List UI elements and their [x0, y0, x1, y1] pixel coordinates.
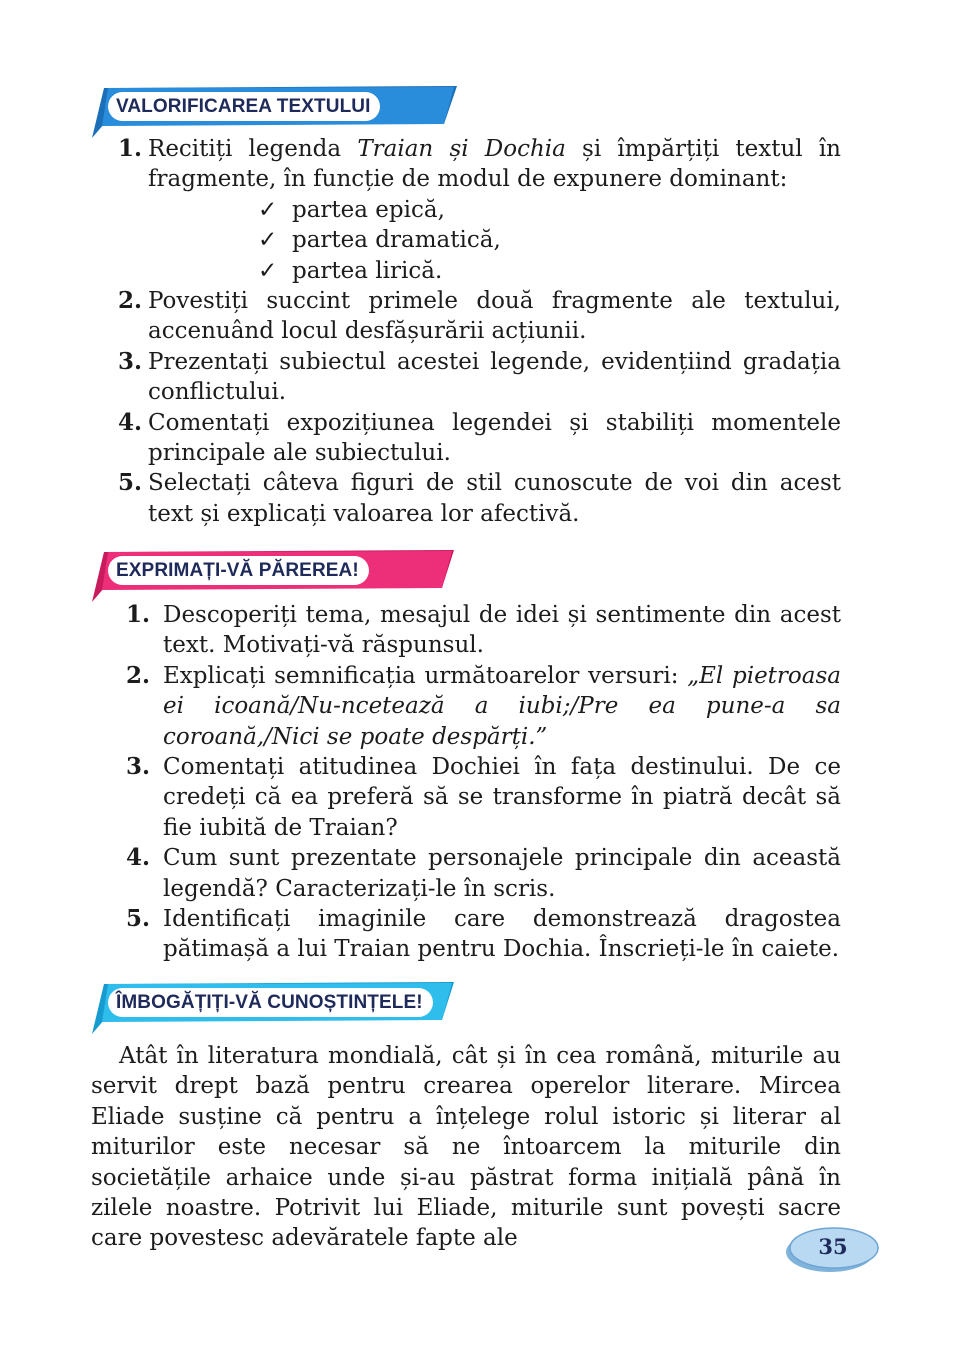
- item-text: Explicați semnificația următoarelor versuri:: [163, 662, 688, 689]
- section-banner-valorificarea: [92, 86, 457, 140]
- page-number-badge: [786, 1222, 880, 1274]
- item-text: și împărțiți textul în fragmente, în funcție de modul de expunere dominant:: [148, 136, 841, 193]
- checklist-item: ✓ partea epică,: [258, 195, 841, 225]
- list-item: [118, 134, 841, 286]
- list-item: [126, 661, 841, 752]
- check-mark-icon: ✓: [258, 227, 278, 254]
- item-text: Recitiți legenda: [148, 136, 358, 162]
- list-item: [118, 286, 841, 347]
- item-number: 4.: [126, 844, 151, 872]
- item-text: Comentați atitudinea Dochiei în fața destinului. De ce credeți că ea preferă să se transforme în piatră decât să fie iubită de Traian?: [163, 754, 841, 841]
- list-item: [118, 408, 841, 469]
- check-mark-icon: ✓: [258, 257, 278, 284]
- exprimati-list: [126, 600, 841, 965]
- item-italic: „El pietroasa ei icoană/Nu-ncetează a iubi;/Pre ea pune-a sa coroană,/Nici se poate despărți.”: [163, 662, 841, 750]
- item-number: 5.: [118, 469, 143, 497]
- item-text: Cum sunt prezentate personajele principale din această legendă? Caracterizați-le în scris.: [163, 845, 841, 902]
- section-title: EXPRIMAȚI-VĂ PĂREREA!: [108, 556, 369, 585]
- section-title: VALORIFICAREA TEXTULUI: [108, 92, 380, 121]
- section-title: ÎMBOGĂȚIȚI-VĂ CUNOȘTINȚELE!: [108, 988, 433, 1017]
- item-number: 2.: [118, 287, 143, 315]
- item-number: 1.: [118, 135, 143, 162]
- list-item: [118, 468, 841, 529]
- item-number: 5.: [126, 905, 151, 933]
- item-number: 3.: [118, 347, 143, 375]
- list-item: [126, 904, 841, 965]
- item-text: Identificați imaginile care demonstrează dragostea pătimașă a lui Traian pentru Dochia. Înscrieți-le în caiete.: [163, 906, 841, 963]
- valorificarea-list: [118, 134, 841, 529]
- item-text: Prezentați subiectul acestei legende, evidențiind gradația conflictului.: [148, 348, 841, 406]
- list-item: [126, 600, 841, 661]
- item-text: Selectați câteva figuri de stil cunoscute de voi din acest text și explicați valoarea lor afectivă.: [148, 470, 841, 527]
- section-banner-exprimati: [92, 550, 457, 604]
- list-item: [126, 843, 841, 904]
- item-text: Descoperiți tema, mesajul de idei și sentimente din acest text. Motivați-vă răspunsul.: [163, 602, 841, 659]
- item-text: Povestiți succint primele două fragmente ale textului, accenuând locul desfășurării acțiunii.: [148, 288, 841, 345]
- item-italic: Traian și Dochia: [357, 136, 566, 162]
- checklist-item: ✓ partea dramatică,: [258, 225, 841, 255]
- list-item: [126, 752, 841, 843]
- list-item: [118, 347, 841, 408]
- checklist: [148, 195, 841, 286]
- page-number: 35: [818, 1234, 848, 1259]
- item-number: 4.: [118, 408, 143, 436]
- body-paragraph: Atât în literatura mondială, cât și în cea română, miturile au servit drept bază pentru crearea operelor literare. Mircea Eliade susține că pentru a înțelege rolul istoric și literar al miturilor este necesar să ne întoarcem la miturile din societățile arhaice unde și-au păstrat forma inițială până în zilele noastre. Potrivit lui Eliade, miturile sunt povești sacre care povestesc adevăratele fapte ale: [91, 1043, 841, 1252]
- check-mark-icon: ✓: [258, 196, 278, 223]
- item-text: Comentați expozițiunea legendei și stabiliți momentele principale ale subiectului.: [148, 409, 841, 467]
- item-number: 3.: [126, 753, 151, 781]
- item-number: 1.: [126, 601, 151, 628]
- item-number: 2.: [126, 661, 151, 689]
- section-banner-imbogatiti: [92, 982, 457, 1036]
- checklist-item: ✓ partea lirică.: [258, 256, 841, 286]
